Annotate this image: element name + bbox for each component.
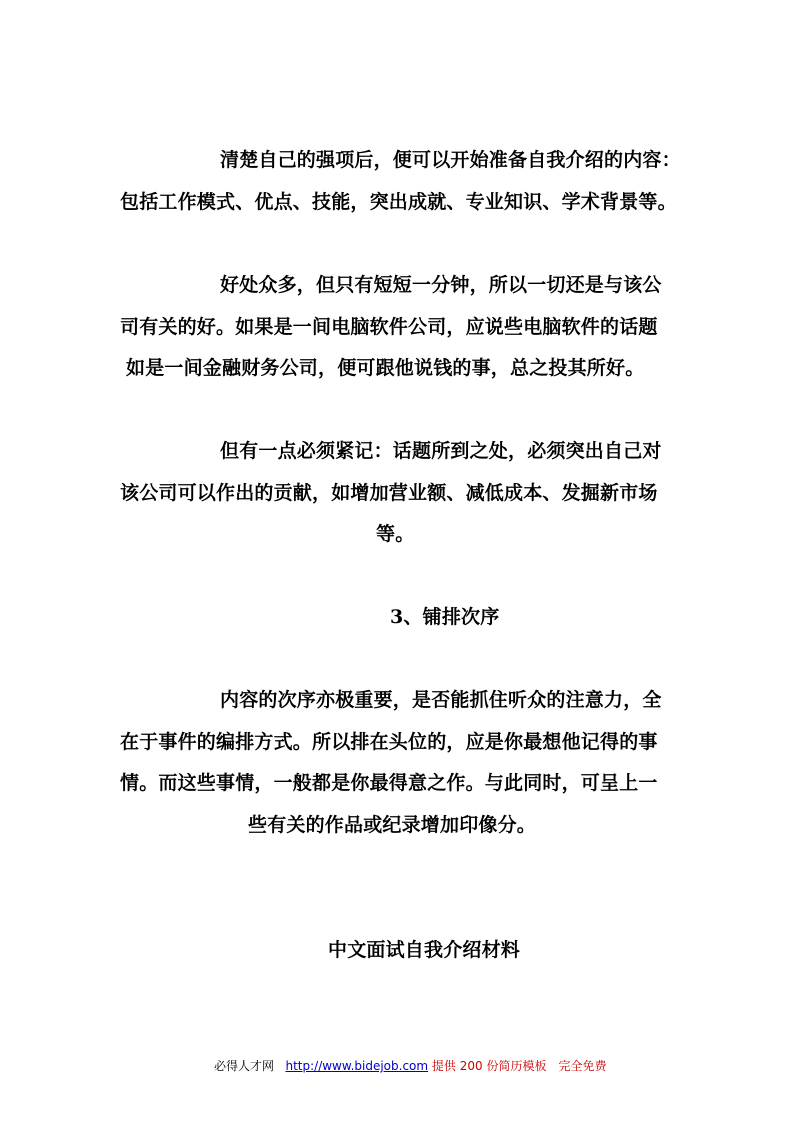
paragraph-2-line-2: 司有关的好。如果是一间电脑软件公司，应说些电脑软件的话题 bbox=[120, 316, 658, 338]
page-footer bbox=[214, 1058, 606, 1074]
paragraph-4-line-3: 情。而这些事情，一般都是你最得意之作。与此同时，可呈上一 bbox=[120, 772, 658, 794]
paragraph-4-line-1: 内容的次序亦极重要，是否能抓住听众的注意力，全 bbox=[220, 689, 662, 711]
paragraph-3-line-1: 但有一点必须紧记：话题所到之处，必须突出自己对 bbox=[220, 440, 662, 462]
paragraph-1-line-2: 包括工作模式、优点、技能，突出成就、专业知识、学术背景等。 bbox=[120, 191, 677, 213]
paragraph-3-line-2: 该公司可以作出的贡献，如增加营业额、减低成本、发掘新市场 bbox=[120, 482, 658, 504]
footer-promo: 提供 200 份简历模板 完全免费 bbox=[431, 1059, 607, 1073]
paragraph-2-line-3: 如是一间金融财务公司，便可跟他说钱的事，总之投其所好。 bbox=[126, 357, 645, 379]
footer-site-name: 必得人才网 bbox=[214, 1059, 275, 1073]
document-title: 中文面试自我介绍材料 bbox=[328, 939, 521, 961]
paragraph-4-line-2: 在于事件的编排方式。所以排在头位的，应是你最想他记得的事 bbox=[120, 731, 658, 753]
footer-link[interactable]: http://www.bidejob.com bbox=[285, 1059, 429, 1073]
section-heading: 3、铺排次序 bbox=[390, 606, 500, 628]
paragraph-4-line-4: 些有关的作品或纪录增加印像分。 bbox=[248, 814, 537, 836]
paragraph-1-line-1: 清楚自己的强项后，便可以开始准备自我介绍的内容： bbox=[220, 149, 681, 171]
paragraph-3-line-3: 等。 bbox=[376, 523, 415, 545]
paragraph-2-line-1: 好处众多，但只有短短一分钟，所以一切还是与该公 bbox=[220, 274, 662, 296]
